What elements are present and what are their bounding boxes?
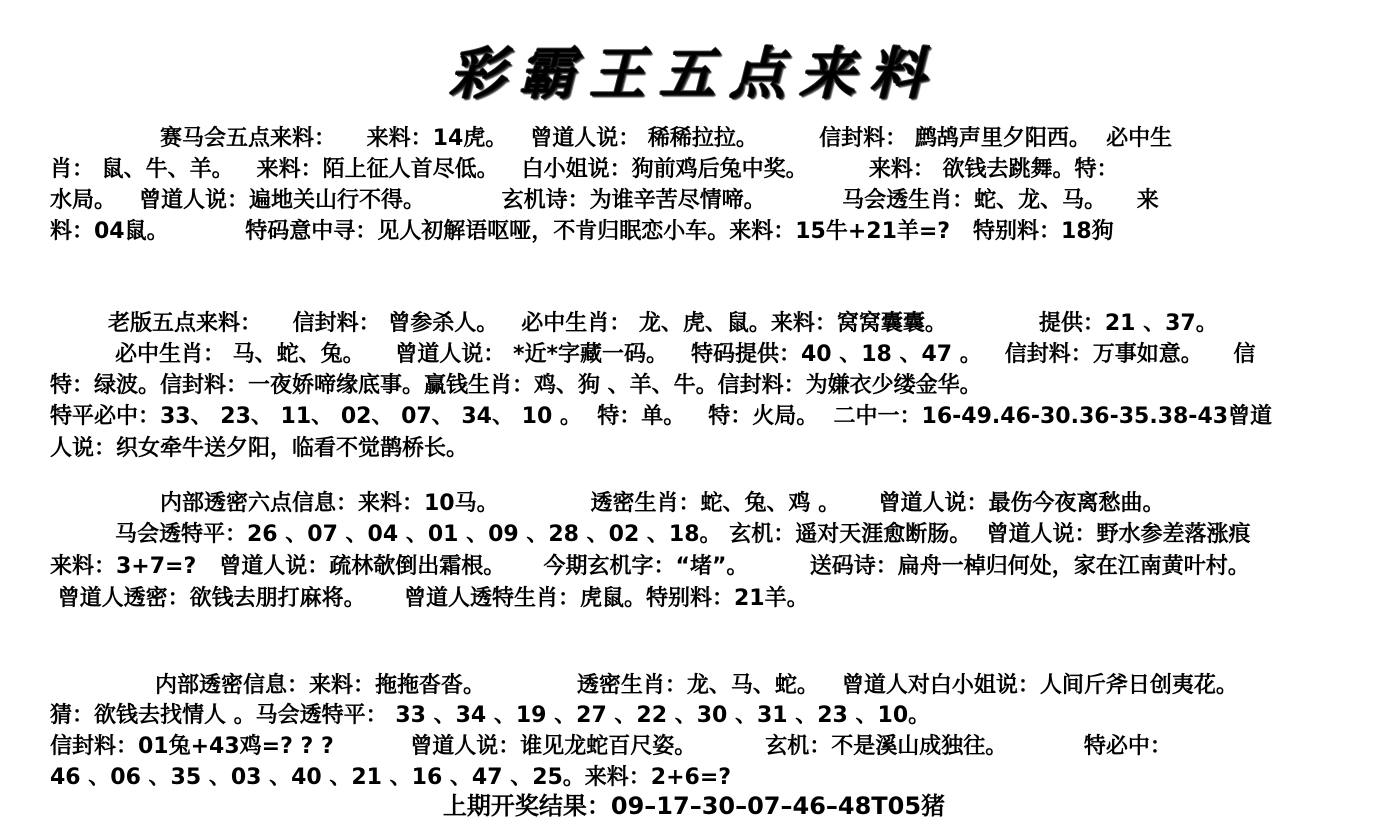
section4-line1: 内部透密信息：来料：拖拖沓沓。 透密生肖：龙、马、蛇。 曾道人对白小姐说：人间斤斧日创夷花。: [155, 673, 1238, 698]
section1-line2: 肖： 鼠、牛、羊。 来料：陌上征人首尽低。 白小姐说：狗前鸡后兔中奖。 来料： 欲钱去跳舞。特：: [50, 157, 1119, 182]
section2-line3: 特：绿波。信封料：一夜娇啼缘底事。赢钱生肖：鸡、狗 、羊、牛。信封料：为嫌衣少缕金华。: [50, 373, 982, 398]
section4-line3: 信封料：01兔+43鸡=? ? ? 曾道人说：谁见龙蛇百尺姿。 玄机：不是溪山成独往。 特必中：: [50, 734, 1172, 759]
section2-line5: 人说：织女牵牛送夕阳，临看不觉鹊桥长。: [50, 436, 469, 461]
section4-line2: 猜：欲钱去找情人 。马会透特平： 33 、34 、19 、27 、22 、30 、31 、23 、10。: [50, 703, 931, 728]
previous-draw-result: 上期开奖结果：09–17–30–07–46–48T05猪: [442, 792, 946, 820]
section2-line4: 特平必中：33、 23、 11、 02、 07、 34、 10 。 特：单。 特：火局。 二中一：16-49.46-30.36-35.38-43曾道: [50, 404, 1273, 429]
section1-line1: 赛马会五点来料： 来料：14虎。 曾道人说： 稀稀拉拉。 信封料： 鹧鸪声里夕阳西。 必中生: [160, 126, 1173, 151]
section3-line3: 来料：3+7=? 曾道人说：疏林欹倒出霜根。 今期玄机字：“堵”。 送码诗：扁舟一棹归何处，家在江南黄叶村。: [50, 554, 1250, 579]
section1-line3: 水局。 曾道人说：遍地关山行不得。 玄机诗：为谁辛苦尽情啼。 马会透生肖：蛇、龙、马。 来: [50, 188, 1159, 213]
section3-line2: 马会透特平：26 、07 、04 、01 、09 、28 、02 、18。 玄机：遥对天涯愈断肠。 曾道人说：野水参差落涨痕: [115, 522, 1251, 547]
page-title: 彩霸王五点来料: [449, 41, 939, 107]
section1-line4: 料：04鼠。 特码意中寻：见人初解语呕哑，不肯归眠恋小车。来料：15牛+21羊=? 特别料：18狗: [50, 219, 1114, 244]
section4-line4: 46 、06 、35 、03 、40 、21 、16 、47 、25。来料：2+6=?: [50, 765, 732, 790]
section2-line2: 必中生肖： 马、蛇、兔。 曾道人说： *近*字藏一码。 特码提供：40 、18 、47 。 信封料：万事如意。 信: [115, 342, 1256, 367]
section3-line1: 内部透密六点信息：来料：10马。 透密生肖：蛇、兔、鸡 。 曾道人说：最伤今夜离愁曲。: [160, 491, 1165, 516]
section3-line4: 曾道人透密：欲钱去朋打麻将。 曾道人透特生肖：虎鼠。特别料：21羊。: [50, 586, 809, 611]
section2-line1: 老版五点来料： 信封料： 曾参杀人。 必中生肖： 龙、虎、鼠。来料：窝窝囊囊。 提供：21 、37。: [108, 311, 1218, 336]
